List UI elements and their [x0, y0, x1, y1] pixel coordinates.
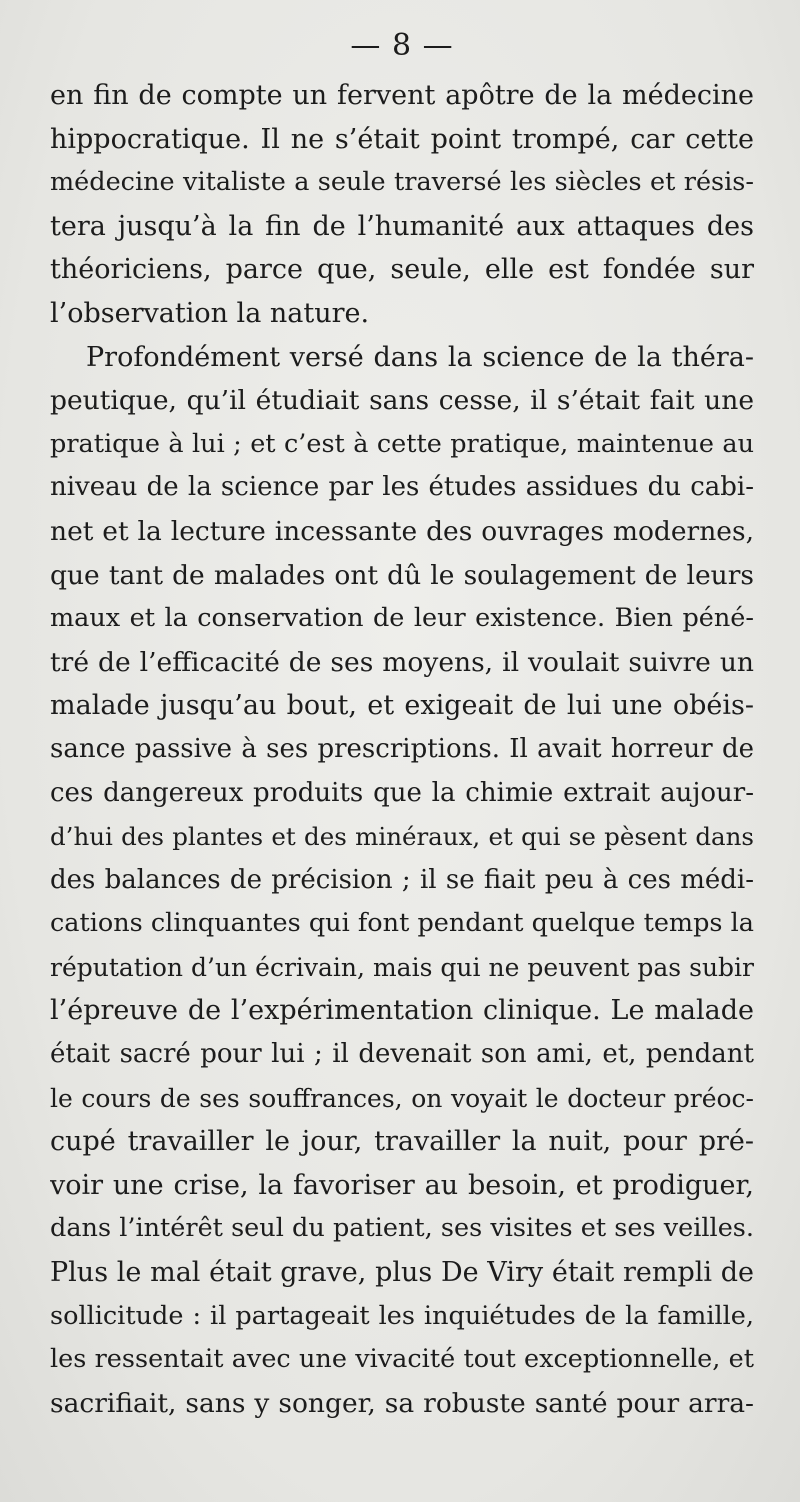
text-line: ces dangereux produits que la chimie extrait aujour-: [50, 777, 754, 808]
text-line: médecine vitaliste a seule traversé les siècles et résis-: [50, 167, 754, 198]
text-line: Plus le mal était grave, plus De Viry était rempli de: [50, 1257, 754, 1289]
body-text: [50, 74, 754, 1425]
text-line: cupé travailler le jour, travailler la nuit, pour pré-: [50, 1126, 754, 1158]
text-line: réputation d’un écrivain, mais qui ne peuvent pas subir: [50, 952, 754, 982]
text-line: dans l’intérêt seul du patient, ses visites et ses veilles.: [50, 1213, 754, 1244]
text-line: le cours de ses souffrances, on voyait le docteur préoc-: [50, 1083, 754, 1113]
text-line: en fin de compte un fervent apôtre de la médecine: [50, 80, 754, 111]
text-line: peutique, qu’il étudiait sans cesse, il s’était fait une: [50, 385, 754, 417]
text-line: l’épreuve de l’expérimentation clinique. Le malade: [50, 995, 754, 1027]
text-line: hippocratique. Il ne s’était point trompé, car cette: [50, 123, 754, 155]
text-line: théoriciens, parce que, seule, elle est fondée sur: [50, 254, 754, 286]
text-line: que tant de malades ont dû le soulagement de leurs: [50, 559, 754, 591]
text-line: sance passive à ses prescriptions. Il avait horreur de: [50, 733, 754, 764]
text-line: net et la lecture incessante des ouvrages modernes,: [50, 515, 754, 547]
page-number: — 8 —: [350, 28, 454, 63]
text-line: tré de l’efficacité de ses moyens, il voulait suivre un: [50, 646, 754, 678]
text-line: malade jusqu’au bout, et exigeait de lui une obéis-: [50, 690, 754, 722]
text-line: tera jusqu’à la fin de l’humanité aux attaques des: [50, 210, 754, 242]
text-line: les ressentait avec une vivacité tout exceptionnelle, et: [50, 1344, 754, 1375]
text-line: sollicitude : il partageait les inquiétudes de la famille,: [50, 1300, 754, 1331]
text-line: d’hui des plantes et des minéraux, et qui se pèsent dans: [50, 822, 754, 852]
text-line: l’observation la nature.: [50, 297, 370, 329]
text-line: voir une crise, la favoriser au besoin, et prodiguer,: [50, 1169, 754, 1201]
text-line: était sacré pour lui ; il devenait son ami, et, pendant: [50, 1039, 754, 1070]
text-line: maux et la conservation de leur existence. Bien péné-: [50, 603, 754, 634]
text-line: cations clinquantes qui font pendant quelque temps la: [50, 908, 754, 939]
text-line: pratique à lui ; et c’est à cette pratique, maintenue au: [50, 428, 754, 459]
text-line: des balances de précision ; il se fiait peu à ces médi-: [50, 864, 754, 895]
text-line: sacrifiait, sans y songer, sa robuste santé pour arra-: [50, 1387, 754, 1419]
text-line: Profondément versé dans la science de la théra-: [86, 341, 754, 373]
text-line: niveau de la science par les études assidues du cabi-: [50, 472, 754, 503]
